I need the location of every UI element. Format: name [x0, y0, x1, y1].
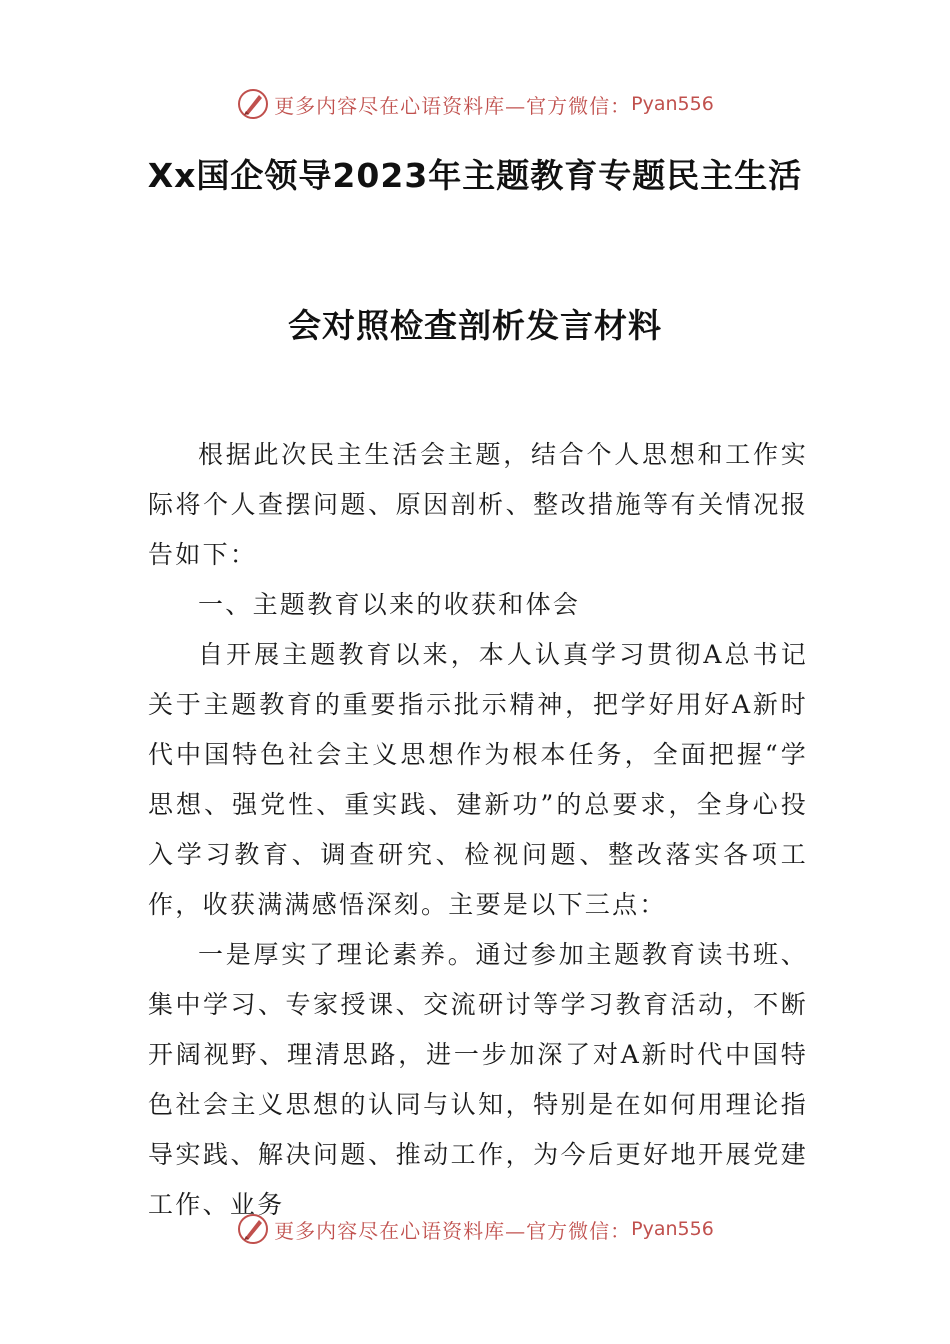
pen-quill-logo-icon	[236, 1212, 270, 1246]
paragraph-overview: 自开展主题教育以来，本人认真学习贯彻A总书记关于主题教育的重要指示批示精神，把学好用好A新时代中国特色社会主义思想作为根本任务，全面把握“学思想、强党性、重实践、建新功”的总要求，全身心投入学习教育、调查研究、检视问题、整改落实各项工作，收获满满感悟深刻。主要是以下三点：	[148, 640, 808, 919]
paragraph-point-one: 一是厚实了理论素养。通过参加主题教育读书班、集中学习、专家授课、交流研讨等学习教育活动，不断开阔视野、理清思路，进一步加深了对A新时代中国特色社会主义思想的认同与认知，特别是在如何用理论指导实践、解决问题、推动工作，为今后更好地开展党建工作、业务	[148, 940, 808, 1219]
section-heading: 一、主题教育以来的收获和体会	[198, 590, 581, 619]
document-title-line1: Xx国企领导2023年主题教育专题民主生活	[147, 156, 803, 195]
watermark-wechat-id: Pyan556	[631, 93, 714, 115]
paragraph-intro: 根据此次民主生活会主题，结合个人思想和工作实际将个人查摆问题、原因剖析、整改措施等有关情况报告如下：	[148, 440, 808, 569]
watermark-text: 更多内容尽在心语资料库—官方微信：	[274, 1218, 632, 1243]
document-body	[148, 430, 808, 1230]
pen-quill-logo-icon	[236, 87, 270, 121]
document-title-line2: 会对照检查剖析发言材料	[288, 306, 662, 345]
watermark-text: 更多内容尽在心语资料库—官方微信：	[274, 93, 632, 118]
watermark-wechat-id: Pyan556	[631, 1218, 714, 1240]
watermark-footer	[0, 1209, 950, 1249]
watermark-header	[0, 84, 950, 124]
